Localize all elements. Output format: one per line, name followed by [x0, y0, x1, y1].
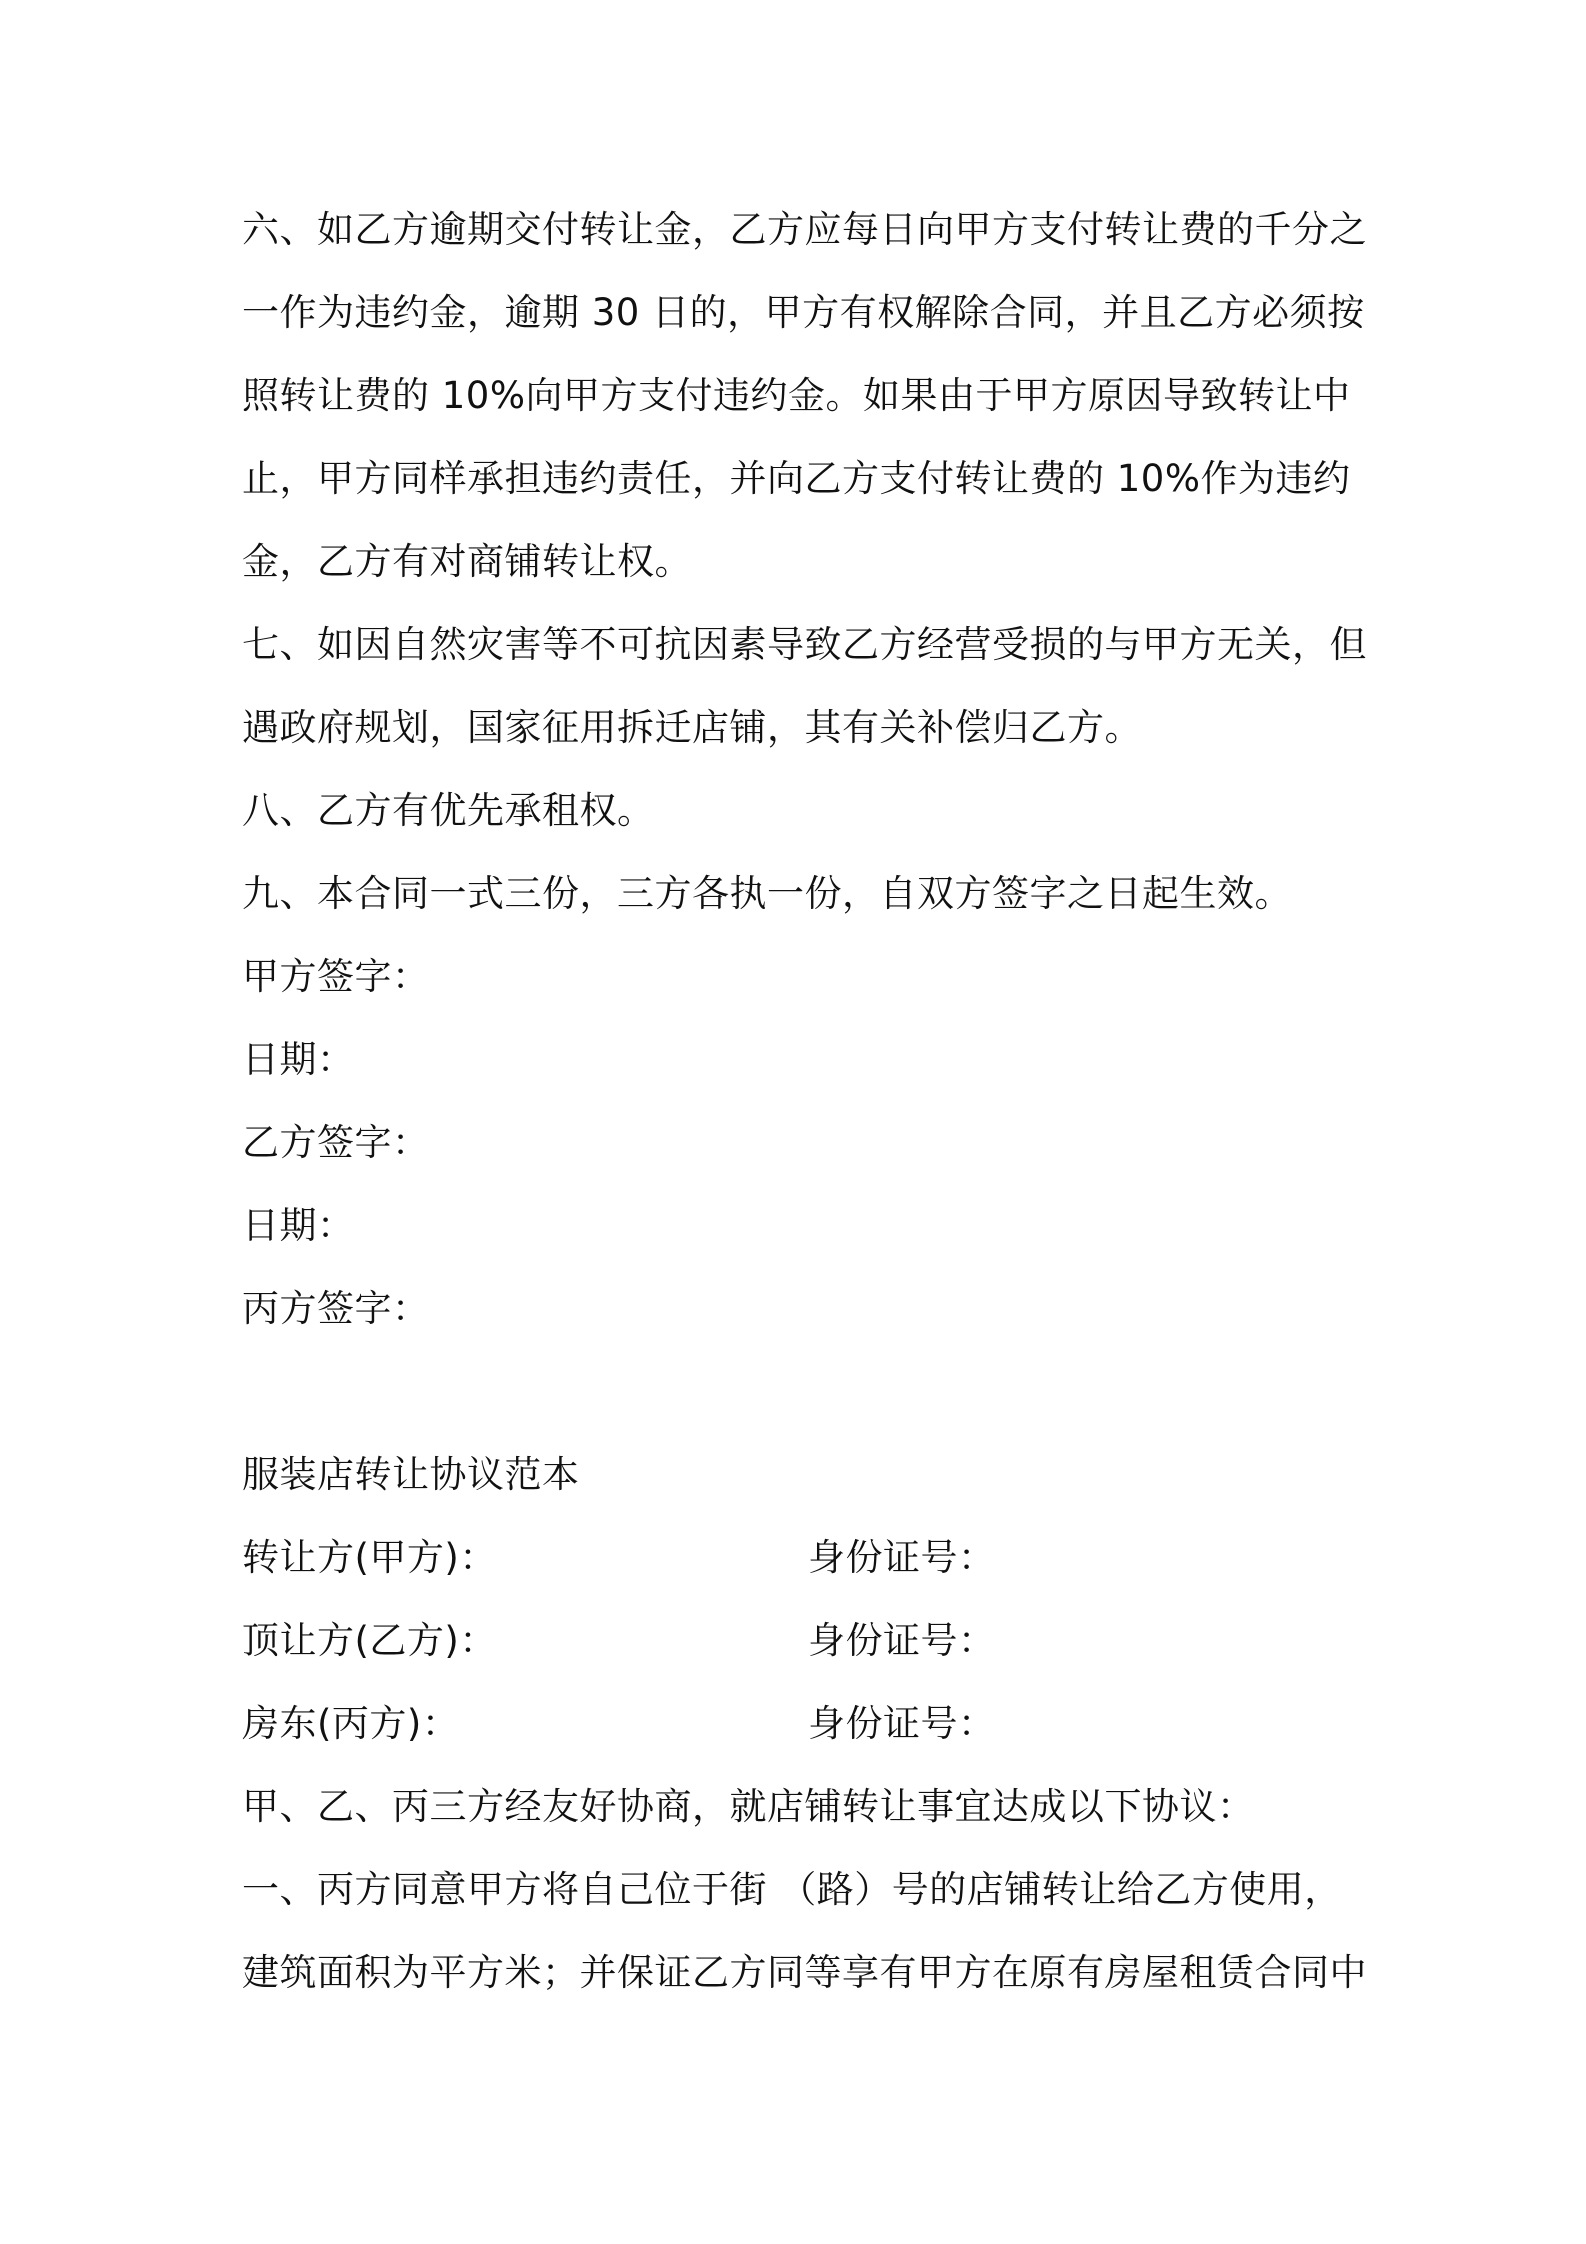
clause-6-line-2: 一作为违约金，逾期 30 日的，甲方有权解除合同，并且乙方必须按 — [242, 291, 1365, 334]
party-c-signature-label: 丙方签字： — [242, 1287, 430, 1330]
second-doc-title: 服装店转让协议范本 — [242, 1453, 580, 1496]
second-clause-1-line-2: 建筑面积为平方米；并保证乙方同等享有甲方在原有房屋租赁合同中 — [242, 1951, 1367, 1994]
transferee-id-label: 身份证号： — [808, 1619, 996, 1662]
party-a-date-label: 日期： — [242, 1038, 355, 1081]
clause-9: 九、本合同一式三份，三方各执一份，自双方签字之日起生效。 — [242, 872, 1292, 915]
party-b-signature-label: 乙方签字： — [242, 1121, 430, 1164]
landlord-id-label: 身份证号： — [808, 1702, 996, 1745]
clause-6-line-5: 金，乙方有对商铺转让权。 — [242, 540, 692, 583]
clause-6-line-4: 止，甲方同样承担违约责任，并向乙方支付转让费的 10%作为违约 — [242, 457, 1351, 500]
clause-7-line-1: 七、如因自然灾害等不可抗因素导致乙方经营受损的与甲方无关，但 — [242, 623, 1367, 666]
landlord-label: 房东(丙方)： — [242, 1702, 460, 1745]
clause-8: 八、乙方有优先承租权。 — [242, 789, 655, 832]
transferee-label: 顶让方(乙方)： — [242, 1619, 497, 1662]
agreement-intro: 甲、乙、丙三方经友好协商，就店铺转让事宜达成以下协议： — [242, 1785, 1255, 1828]
clause-7-line-2: 遇政府规划，国家征用拆迁店铺，其有关补偿归乙方。 — [242, 706, 1142, 749]
party-b-date-label: 日期： — [242, 1204, 355, 1247]
clause-6-line-1: 六、如乙方逾期交付转让金，乙方应每日向甲方支付转让费的千分之 — [242, 208, 1367, 251]
party-a-signature-label: 甲方签字： — [242, 955, 430, 998]
transferor-label: 转让方(甲方)： — [242, 1536, 497, 1579]
second-clause-1-line-1: 一、丙方同意甲方将自己位于街 （路）号的店铺转让给乙方使用， — [242, 1868, 1342, 1911]
transferor-id-label: 身份证号： — [808, 1536, 996, 1579]
clause-6-line-3: 照转让费的 10%向甲方支付违约金。如果由于甲方原因导致转让中 — [242, 374, 1351, 417]
